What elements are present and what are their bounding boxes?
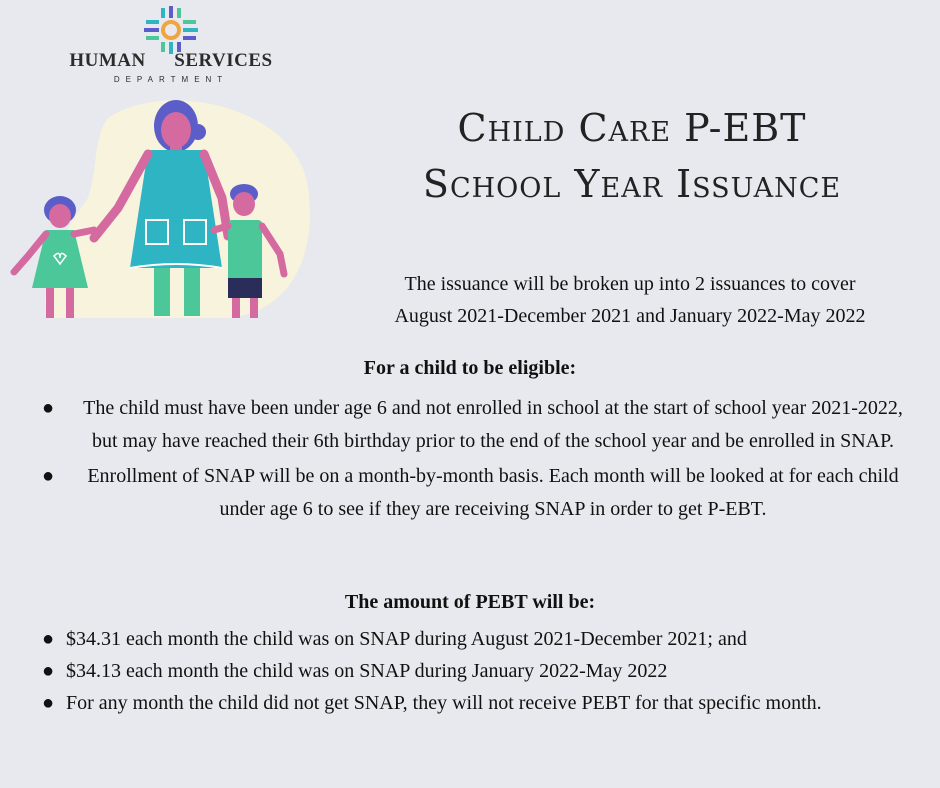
zia-sun-icon bbox=[140, 4, 202, 56]
list-item bbox=[42, 623, 922, 655]
list-item bbox=[38, 460, 918, 526]
intro-line-2: August 2021-December 2021 and January 2022-May 2022 bbox=[394, 305, 866, 327]
eligibility-item-2: Enrollment of SNAP will be on a month-by-month basis. Each month will be looked at for each child under age 6 to see if they are receiving SNAP in order to get P-EBT. bbox=[87, 465, 899, 520]
intro-line-1: The issuance will be broken up into 2 issuances to cover bbox=[404, 273, 856, 295]
bullet-icon: ● bbox=[42, 692, 55, 714]
list-item bbox=[38, 392, 918, 458]
amount-list bbox=[42, 623, 922, 719]
page-title bbox=[352, 100, 912, 212]
amount-item-3: For any month the child did not get SNAP, they will not receive PEBT for that specific month. bbox=[66, 692, 822, 714]
bullet-icon: ● bbox=[42, 628, 55, 650]
eligibility-list bbox=[38, 392, 918, 526]
amount-item-2: $34.13 each month the child was on SNAP during January 2022-May 2022 bbox=[66, 660, 668, 682]
eligibility-item-1: The child must have been under age 6 and not enrolled in school at the start of school year 2021-2022, but may have reached their 6th birthday prior to the end of the school year and be enrolled in SNAP. bbox=[83, 397, 903, 452]
eligibility-heading: For a child to be eligible: bbox=[363, 357, 577, 379]
bullet-icon: ● bbox=[42, 465, 55, 487]
title-line-1: Child Care P-EBT bbox=[457, 106, 807, 150]
list-item bbox=[42, 655, 922, 687]
logo-text-human: HUMAN bbox=[69, 50, 146, 71]
list-item bbox=[42, 687, 922, 719]
logo-text-department: DEPARTMENT bbox=[113, 75, 229, 84]
title-line-2: School Year Issuance bbox=[422, 162, 842, 206]
bullet-icon: ● bbox=[42, 660, 55, 682]
amount-item-1: $34.31 each month the child was on SNAP during August 2021-December 2021; and bbox=[66, 628, 747, 650]
amount-heading: The amount of PEBT will be: bbox=[344, 591, 596, 613]
bullet-icon: ● bbox=[42, 397, 55, 419]
issuance-intro bbox=[330, 268, 930, 332]
family-illustration bbox=[8, 88, 318, 322]
logo-text-services: SERVICES bbox=[174, 50, 273, 71]
hsd-logo bbox=[64, 4, 278, 84]
